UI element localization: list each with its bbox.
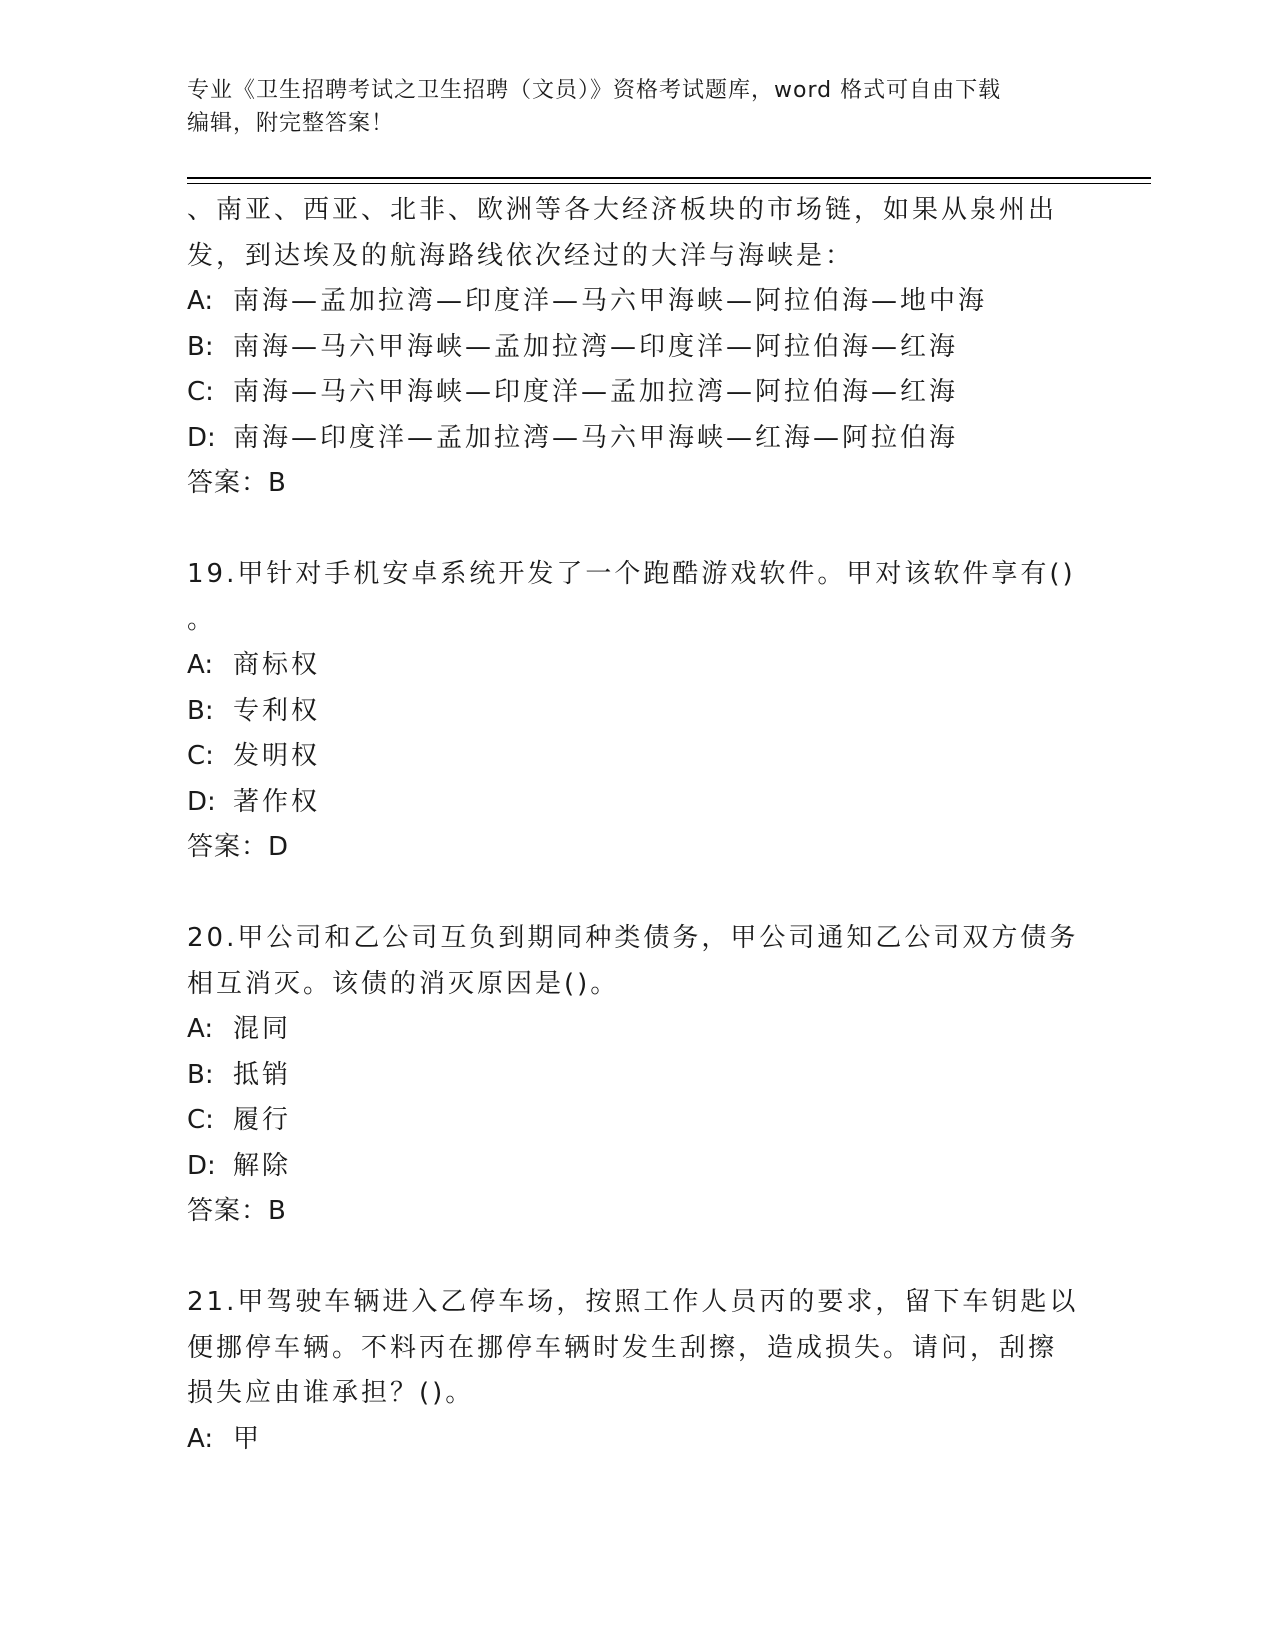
option-text: 著作权 (233, 786, 321, 817)
header-line-1: 专业《卫生招聘考试之卫生招聘（文员）》资格考试题库，word 格式可自由下载 (187, 78, 1002, 103)
option-a (187, 643, 1087, 689)
question-text-line: 20.甲公司和乙公司互负到期同种类债务，甲公司通知乙公司双方债务 (187, 923, 1079, 953)
option-text: 南海—孟加拉湾—印度洋—马六甲海峡—阿拉伯海—地中海 (233, 286, 988, 316)
option-key: A: (187, 1423, 214, 1454)
document-header (187, 74, 1087, 140)
question-19 (187, 552, 1087, 871)
header-line-2: 编辑，附完整答案！ (187, 111, 395, 136)
question-continued (187, 188, 1087, 507)
option-key: C: (187, 377, 214, 407)
option-key: D: (187, 1150, 216, 1181)
question-text-line: 19.甲针对手机安卓系统开发了一个跑酷游戏软件。甲对该软件享有() (187, 559, 1076, 589)
option-key: B: (187, 331, 214, 362)
option-key: D: (187, 786, 216, 817)
option-key: D: (187, 422, 216, 453)
question-text-line: 、南亚、西亚、北非、欧洲等各大经济板块的市场链，如果从泉州出 (187, 195, 1058, 225)
question-text-line: 发，到达埃及的航海路线依次经过的大洋与海峡是： (187, 240, 855, 271)
question-21 (187, 1280, 1087, 1462)
option-key: A: (187, 650, 214, 680)
option-c (187, 370, 1087, 416)
question-20 (187, 916, 1087, 1235)
question-text-line: 相互消灭。该债的消灭原因是()。 (187, 968, 620, 999)
option-text: 专利权 (233, 695, 321, 726)
spacer (187, 871, 1087, 917)
option-d (187, 416, 1087, 462)
option-a (187, 1007, 1087, 1053)
option-b (187, 689, 1087, 735)
question-text-line: 21.甲驾驶车辆进入乙停车场，按照工作人员丙的要求，留下车钥匙以 (187, 1287, 1079, 1317)
option-text: 解除 (233, 1150, 292, 1181)
option-a (187, 1417, 1087, 1463)
option-text: 履行 (233, 1105, 292, 1135)
option-b (187, 1053, 1087, 1099)
option-key: B: (187, 695, 214, 726)
spacer (187, 507, 1087, 553)
option-text: 南海—马六甲海峡—孟加拉湾—印度洋—阿拉伯海—红海 (233, 331, 959, 362)
option-d (187, 780, 1087, 826)
answer-line: 答案：B (187, 468, 287, 498)
header-rule-thick (187, 177, 1151, 179)
option-text: 甲 (233, 1423, 263, 1454)
option-text: 发明权 (233, 741, 321, 771)
question-text-line: 。 (187, 604, 217, 635)
option-text: 抵销 (233, 1059, 292, 1090)
option-text: 南海—马六甲海峡—印度洋—孟加拉湾—阿拉伯海—红海 (233, 377, 959, 407)
spacer (187, 1235, 1087, 1281)
answer-line: 答案：D (187, 832, 290, 862)
option-c (187, 1098, 1087, 1144)
option-key: B: (187, 1059, 214, 1090)
question-text-line: 损失应由谁承担？()。 (187, 1378, 475, 1408)
option-text: 南海—印度洋—孟加拉湾—马六甲海峡—红海—阿拉伯海 (233, 422, 959, 453)
option-text: 商标权 (233, 650, 321, 680)
option-b (187, 325, 1087, 371)
option-key: A: (187, 1014, 214, 1044)
option-key: A: (187, 286, 214, 316)
question-text-line: 便挪停车辆。不料丙在挪停车辆时发生刮擦，造成损失。请问，刮擦 (187, 1332, 1058, 1363)
option-a (187, 279, 1087, 325)
option-key: C: (187, 1105, 214, 1135)
document-body (187, 188, 1087, 1462)
option-text: 混同 (233, 1014, 292, 1044)
option-c (187, 734, 1087, 780)
header-rule-thin (187, 183, 1151, 184)
answer-line: 答案：B (187, 1196, 287, 1226)
option-d (187, 1144, 1087, 1190)
option-key: C: (187, 741, 214, 771)
